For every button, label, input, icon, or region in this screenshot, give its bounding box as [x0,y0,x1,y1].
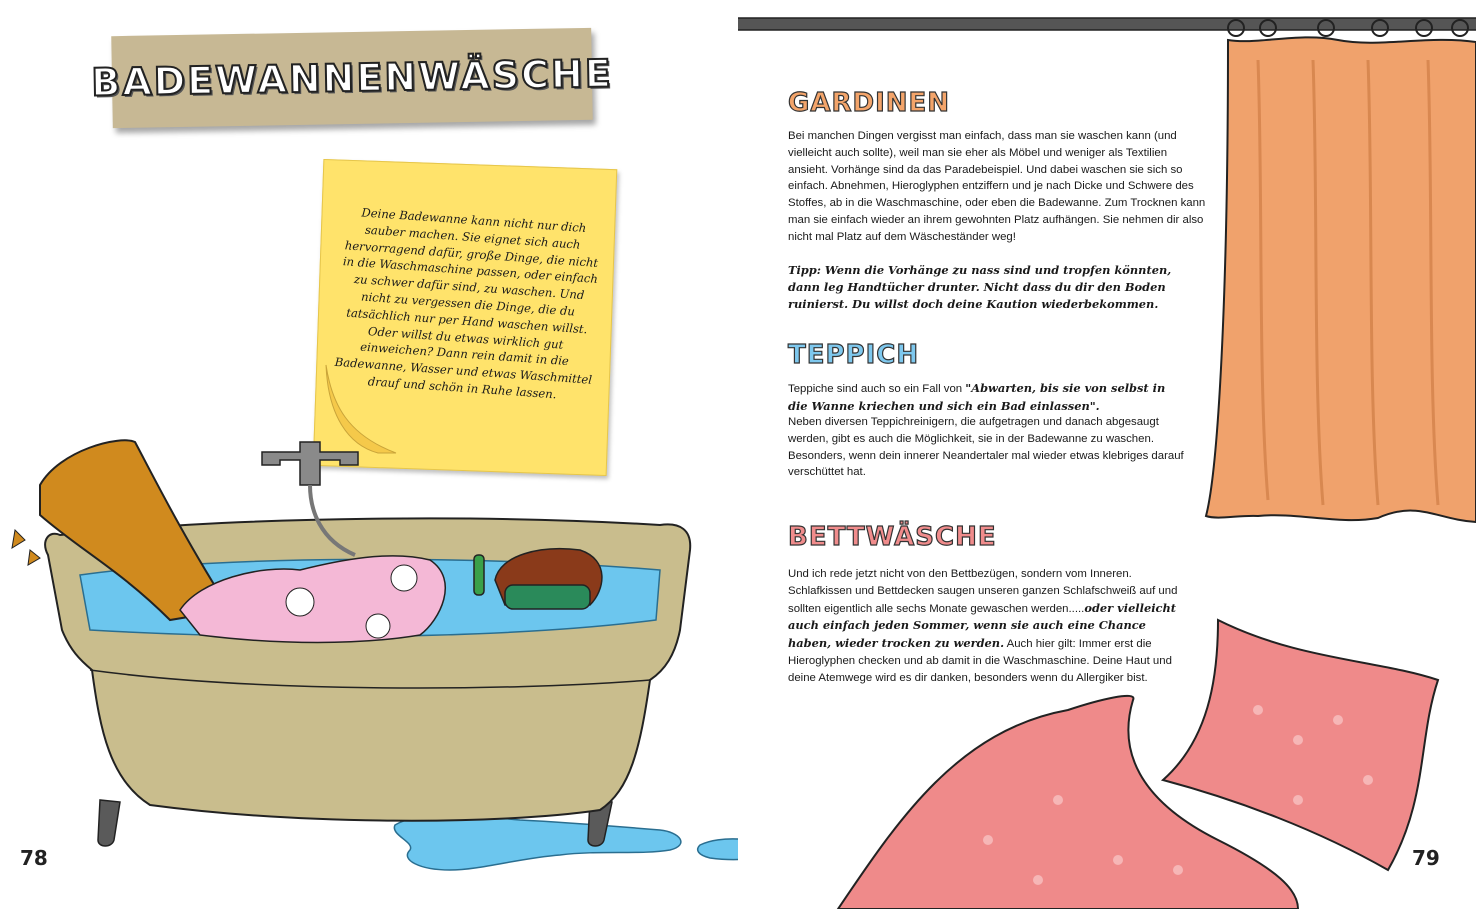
bettwaesche-text-b: oder vielleicht auch einfach jeden Sommer, wenn sie auch eine Chance haben, wieder trocken zu werden. [788,600,1177,651]
curtain-rod [738,18,1476,30]
page-title: BADEWANNENWÄSCHE [90,51,614,105]
teppich-intro [788,380,1178,416]
bathtub-illustration [0,430,738,909]
heading-teppich: TEPPICH [788,340,920,370]
teppich-intro-text: Teppiche sind auch so ein Fall von [788,383,966,395]
sticky-note-text: Deine Badewanne kann nicht nur dich sauber machen. Sie eignet sich auch hervorragend dafür, große Dinge, die nicht in die Waschmaschine passen, oder einfach zu schwer dafür sind, zu waschen. Und nicht zu vergessen die Dinge, die du tatsächlich nur per Hand waschen willst. Oder willst du etwas wirklich gut einweichen? Dann rein damit in die Badewanne, Wasser und etwas Waschmittel drauf und schön in Ruhe lassen. [334,205,599,402]
bettwaesche-text [788,566,1188,687]
gardinen-tip: Tipp: Wenn die Vorhänge zu nass sind und tropfen könnten, dann leg Handtücher drunter. Nicht dass du dir den Boden ruinierst. Du willst doch deine Kaution wiederbekommen. [788,263,1172,311]
right-page [738,0,1476,909]
teppich-quote: "Abwarten, bis sie von selbst in die Wanne kriechen und sich ein Bad einlassen". [788,381,1166,413]
heading-bettwaesche: BETTWÄSCHE [788,522,997,552]
heading-gardinen: GARDINEN [788,88,951,118]
faucet [262,442,358,485]
bettwaesche-text-c: Auch hier gilt: Immer erst die Hieroglyphen checken und ab damit in die Waschmaschine. Deine Haut und deine Atemwege wird es dir danken, besonders wenn du Allergiker bist. [788,638,1172,684]
page-number-left: 78 [20,846,48,870]
tub-foot-left [98,800,120,846]
teppich-text: Neben diversen Teppichreinigern, die aufgetragen und danach abgesaugt werden, gibt es auch die Möglichkeit, sie in der Badewanne zu waschen. Besonders, wenn dein innerer Neandertaler mal wieder etwas klebriges darauf verschüttet hat. [788,416,1184,479]
gardinen-text: Bei manchen Dingen vergisst man einfach, dass man sie waschen kann (und vielleicht auch sollte), weil man sie eher als Möbel und weniger als Textilien ansieht. Vorhänge sind da das Paradebeispiel. Und dabei waschen sie sich so einfach. Abnehmen, Hieroglyphen entziffern und je nach Dicke und Schwere des Stoffes, ab in die Waschmaschine, oder eben die Badewanne. Zum Trocknen kann man sie einfach wieder an ihrem gewohnten Platz aufhängen. Sie nehmen dir also nicht mal Platz auf dem Wäscheständer weg! [788,130,1206,243]
bettwaesche-text-a: Und ich rede jetzt nicht von den Bettbezügen, sondern vom Inneren. Schlafkissen und Bettdecken saugen unseren ganzen Schlafschweiß auf und sollten eigentlich alle sechs Monate gewaschen werden..... [788,568,1178,615]
page-number-right: 79 [1412,846,1440,870]
title-banner [90,28,614,128]
water-puddle [394,815,681,870]
